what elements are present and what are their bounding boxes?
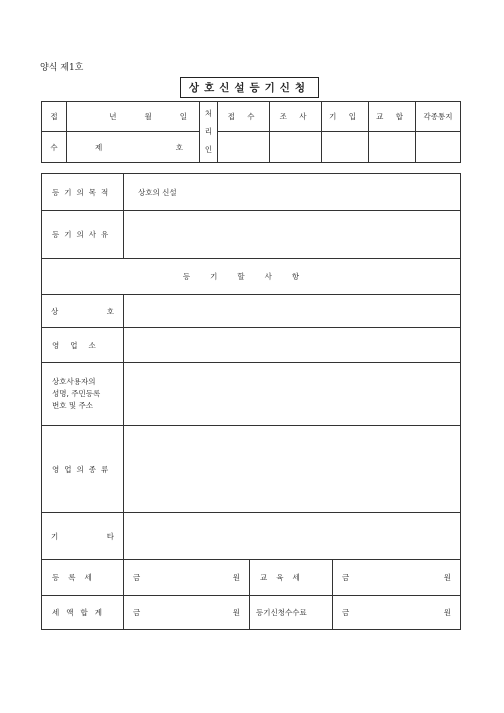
col-notice: 각종통지 [416, 102, 461, 132]
number-prefix: 제 [95, 142, 103, 152]
number-cell[interactable] [67, 132, 200, 163]
col-entry: 기 입 [322, 102, 369, 132]
trade-name-char-1: 상 [51, 306, 59, 316]
year-label: 년 [109, 112, 117, 121]
form-number: 양식 제1호 [40, 63, 84, 73]
amount-unit: 원 [443, 573, 452, 582]
items-heading: 등기할사항 [42, 259, 461, 295]
application-table [41, 173, 461, 630]
col-investigation: 조 사 [270, 102, 322, 132]
processing-char-3: 인 [204, 145, 213, 154]
purpose-label: 등기의목적 [42, 174, 124, 211]
user-label [42, 363, 124, 426]
reception-label-top: 접 [42, 102, 67, 132]
business-type-label: 영업의종류 [42, 426, 124, 513]
processing-char-2: 리 [204, 127, 213, 136]
form-title: 상호신설등기신청 [180, 77, 319, 98]
trade-name-label [42, 295, 124, 328]
number-suffix: 호 [175, 142, 183, 152]
business-type-value[interactable] [124, 426, 461, 513]
col-collation: 교 합 [369, 102, 416, 132]
reason-label: 등기의사유 [42, 211, 124, 259]
other-char-2: 타 [106, 531, 114, 541]
stamp-notice[interactable] [416, 132, 461, 163]
fee-value[interactable] [333, 596, 461, 630]
other-label [42, 513, 124, 560]
stamp-investigation[interactable] [270, 132, 322, 163]
col-reception: 접 수 [218, 102, 270, 132]
registration-tax-value[interactable] [124, 560, 250, 596]
month-label: 월 [144, 112, 152, 121]
education-tax-label: 교육세 [250, 560, 333, 596]
stamp-reception[interactable] [218, 132, 270, 163]
trade-name-char-2: 호 [106, 306, 114, 316]
stamp-entry[interactable] [322, 132, 369, 163]
amount-prefix: 금 [342, 608, 350, 617]
day-label: 일 [179, 112, 187, 121]
registration-tax-label: 등록세 [42, 560, 124, 596]
purpose-value[interactable]: 상호의 신설 [124, 174, 461, 211]
other-value[interactable] [124, 513, 461, 560]
amount-prefix: 금 [342, 573, 350, 582]
tax-total-value[interactable] [124, 596, 250, 630]
user-label-line-2: 성명, 주민등록 [52, 389, 101, 398]
processing-label [200, 102, 218, 163]
trade-name-value[interactable] [124, 295, 461, 328]
office-label: 영업소 [42, 328, 124, 363]
user-label-line-3: 번호 및 주소 [52, 401, 93, 410]
reception-label-bottom: 수 [42, 132, 67, 163]
amount-unit: 원 [443, 608, 452, 617]
user-label-line-1: 상호사용자의 [52, 377, 96, 386]
date-cell[interactable] [67, 102, 200, 132]
education-tax-value[interactable] [333, 560, 461, 596]
amount-prefix: 금 [133, 573, 141, 582]
stamp-collation[interactable] [369, 132, 416, 163]
amount-prefix: 금 [133, 608, 141, 617]
reason-value[interactable] [124, 211, 461, 259]
other-char-1: 기 [51, 531, 59, 541]
fee-label: 등기신청수수료 [250, 596, 333, 630]
amount-unit: 원 [232, 608, 240, 617]
amount-unit: 원 [232, 573, 240, 582]
user-value[interactable] [124, 363, 461, 426]
tax-total-label: 세액합계 [42, 596, 124, 630]
processing-char-1: 처 [204, 109, 213, 118]
office-value[interactable] [124, 328, 461, 363]
reception-table [41, 101, 461, 163]
